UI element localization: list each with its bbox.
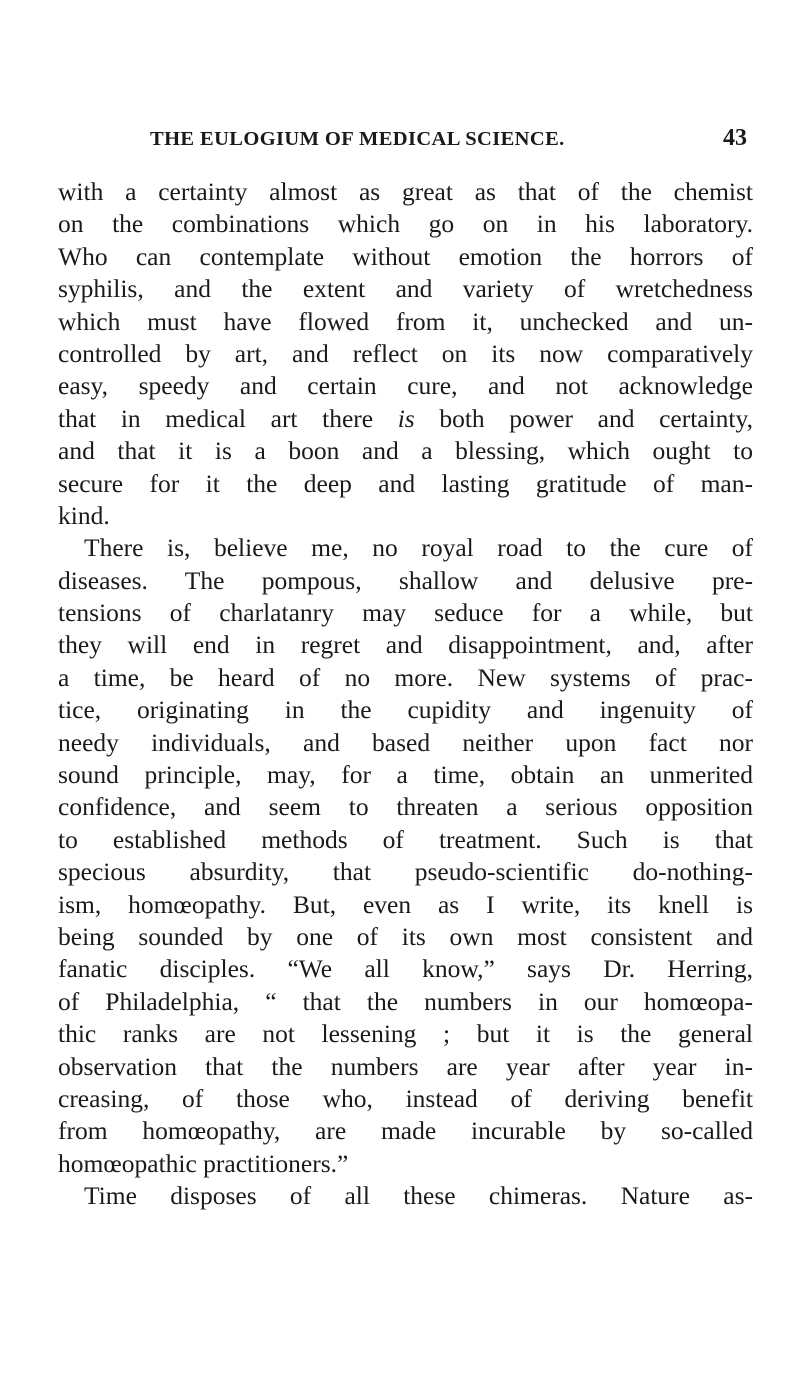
text-line: being sounded by one of its own most consistent and bbox=[58, 921, 753, 951]
text-line: on the combinations which go on in his laboratory. bbox=[58, 209, 753, 239]
text-line: Who can contemplate without emotion the horrors of bbox=[58, 241, 753, 271]
text-line: needy individuals, and based neither upon fact nor bbox=[58, 727, 753, 757]
text-line: creasing, of those who, instead of deriving benefit bbox=[58, 1083, 753, 1113]
text-line: kind. bbox=[58, 500, 110, 530]
text-line: tensions of charlatanry may seduce for a while, but bbox=[58, 598, 753, 628]
text-line: observation that the numbers are year after year in- bbox=[58, 1051, 753, 1081]
text-line: controlled by art, and reflect on its now comparatively bbox=[58, 338, 753, 368]
text-line: tice, originating in the cupidity and ingenuity of bbox=[58, 695, 753, 725]
text-line: homœopathic practitioners.” bbox=[58, 1148, 349, 1178]
text-line: sound principle, may, for a time, obtain an unmerited bbox=[58, 760, 753, 790]
text-line: and that it is a boon and a blessing, which ought to bbox=[58, 436, 753, 466]
text-line bbox=[58, 403, 753, 435]
text-segment: that in medical art there bbox=[58, 403, 398, 433]
page-number: 43 bbox=[723, 125, 747, 151]
text-line: easy, speedy and certain cure, and not acknowledge bbox=[58, 371, 753, 401]
text-line: syphilis, and the extent and variety of wretchedness bbox=[58, 274, 753, 304]
text-line: with a certainty almost as great as that of the chemist bbox=[58, 177, 753, 206]
text-line: fanatic disciples. “We all know,” says Dr. Herring, bbox=[58, 954, 753, 984]
text-line: to established methods of treatment. Such is that bbox=[58, 824, 753, 854]
text-line: ism, homœopathy. But, even as I write, its knell is bbox=[58, 889, 753, 919]
running-title: THE EULOGIUM OF MEDICAL SCIENCE. bbox=[150, 128, 565, 150]
text-line: specious absurdity, that pseudo-scientific do-nothing- bbox=[58, 857, 753, 887]
body-text bbox=[58, 176, 753, 1213]
text-line: There is, believe me, no royal road to the cure of bbox=[84, 533, 753, 563]
text-line: from homœopathy, are made incurable by so-called bbox=[58, 1116, 753, 1146]
text-line: thic ranks are not lessening ; but it is the general bbox=[58, 1019, 753, 1049]
text-line: confidence, and seem to threaten a serious opposition bbox=[58, 792, 753, 822]
text-line: of Philadelphia, “ that the numbers in our homœopa- bbox=[58, 986, 753, 1016]
running-head bbox=[58, 125, 753, 156]
text-line: a time, be heard of no more. New systems of prac- bbox=[58, 662, 753, 692]
text-line: diseases. The pompous, shallow and delusive pre- bbox=[58, 565, 753, 595]
text-line: they will end in regret and disappointment, and, after bbox=[58, 630, 753, 660]
text-line: Time disposes of all these chimeras. Nature as- bbox=[84, 1181, 753, 1211]
italic-word: is bbox=[397, 403, 415, 433]
text-segment: both power and certainty, bbox=[414, 403, 753, 433]
text-line: secure for it the deep and lasting gratitude of man- bbox=[58, 468, 753, 498]
text-line: which must have flowed from it, unchecked and un- bbox=[58, 306, 753, 336]
